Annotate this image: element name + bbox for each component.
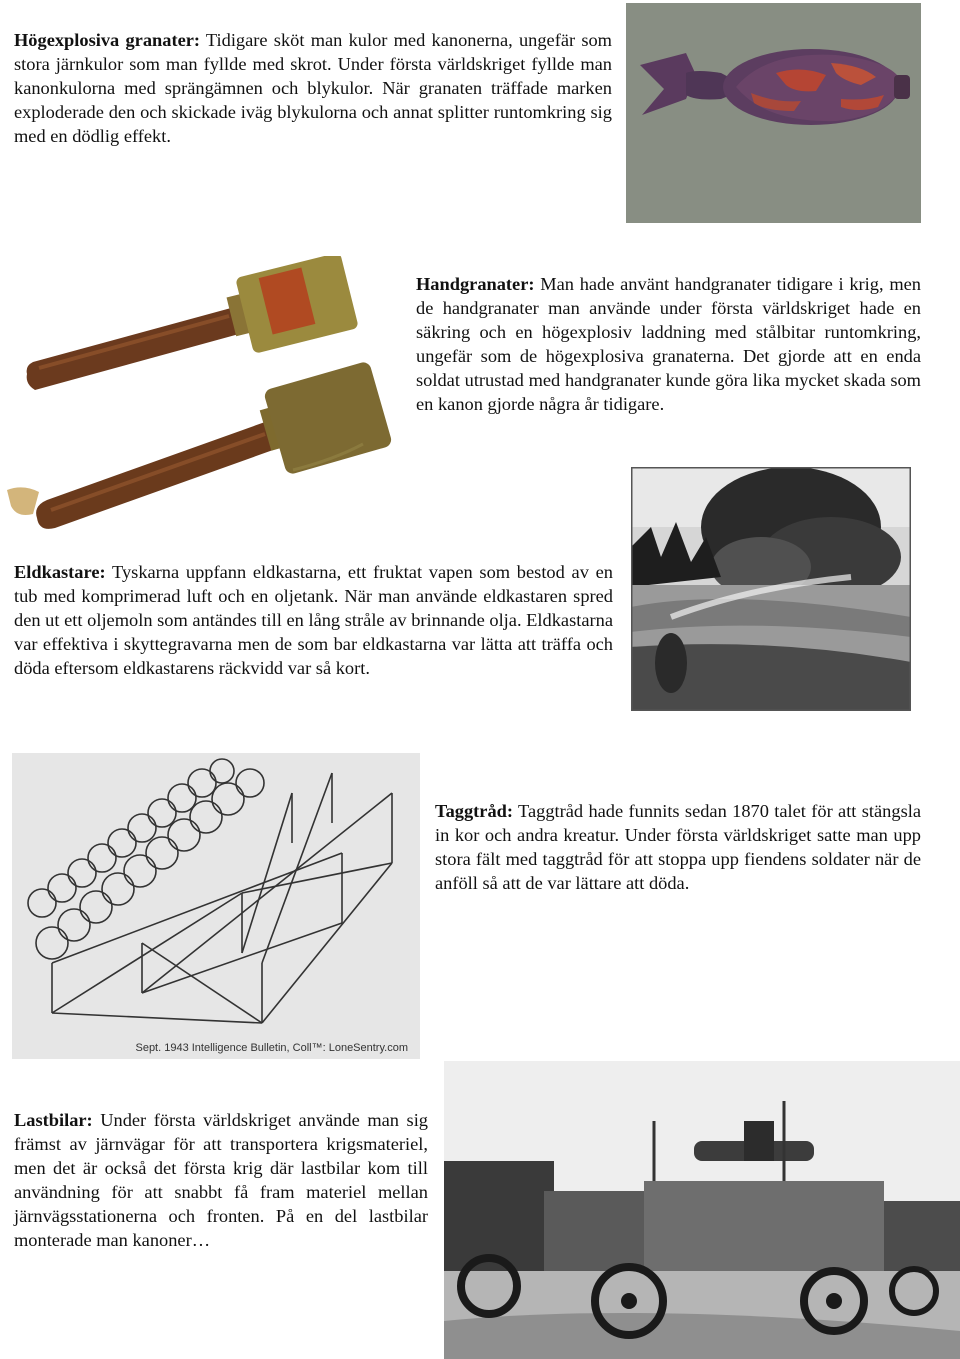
- military-trucks-photo: [444, 1061, 960, 1359]
- section-heading: Eldkastare:: [14, 562, 106, 582]
- section-trucks: [14, 1108, 428, 1252]
- section-body: Man hade använt handgranater tidigare i krig, men de handgranater man använde under första världskriget hade en säkring och en högexplosiv laddning med stålbitar runtomkring, ungefär som de högexplosiva granaterna. Det gjorde att en enda soldat utrustad med handgranater kunde göra lika mycket skada som en kanon gjorde några år tidigare.: [416, 274, 921, 414]
- wire-image-caption: Sept. 1943 Intelligence Bulletin, Coll™: LoneSentry.com: [135, 1042, 408, 1054]
- section-heading: Högexplosiva granater:: [14, 30, 201, 50]
- mortar-shell-photo: [626, 3, 921, 223]
- stick-grenades-photo: [3, 256, 395, 532]
- section-body: Under första världskriget använde man sig främst av järnvägar för att transportera krigsmateriel, men det är också det första krig där lastbilar kom till användning för att snabbt få fram materiel mellan järnvägsstationerna och fronten. På en del lastbilar monterade man kanoner…: [14, 1110, 428, 1250]
- section-heading: Handgranater:: [416, 274, 535, 294]
- flamethrower-photo: [631, 467, 911, 711]
- barbed-wire-illustration: [12, 753, 420, 1059]
- section-heading: Taggtråd:: [435, 801, 513, 821]
- section-high-explosive-shells: [14, 28, 612, 148]
- section-barbed-wire: [435, 799, 921, 895]
- section-body: Tyskarna uppfann eldkastarna, ett fruktat vapen som bestod av en tub med komprimerad luft och en oljetank. När man använde eldkastaren spred den ut ett oljemoln som antändes till en lång stråle av brinnande olja. Eldkastarna var effektiva i skyttegravarna men de som bar eldkastarna var lätta att träffa och döda eftersom eldkastarens räckvidd var så kort.: [14, 562, 613, 678]
- section-body: Taggtråd hade funnits sedan 1870 talet för att stängsla in kor och andra kreatur. Under första världskriget satte man upp stora fält med taggtråd för att stoppa upp fiendens soldater när de anföll så att de var lättare att döda.: [435, 801, 921, 893]
- section-body: Tidigare sköt man kulor med kanonerna, ungefär som stora järnkulor som man fyllde med skrot. Under första världskriget fyllde man kanonkulorna med sprängämnen och blykulor. När granaten träffade marken exploderade den och skickade iväg blykulorna och annat splitter runtomkring sig med en dödlig effekt.: [14, 30, 612, 146]
- section-hand-grenades: [416, 272, 921, 416]
- section-heading: Lastbilar:: [14, 1110, 93, 1130]
- section-flamethrowers: [14, 560, 613, 680]
